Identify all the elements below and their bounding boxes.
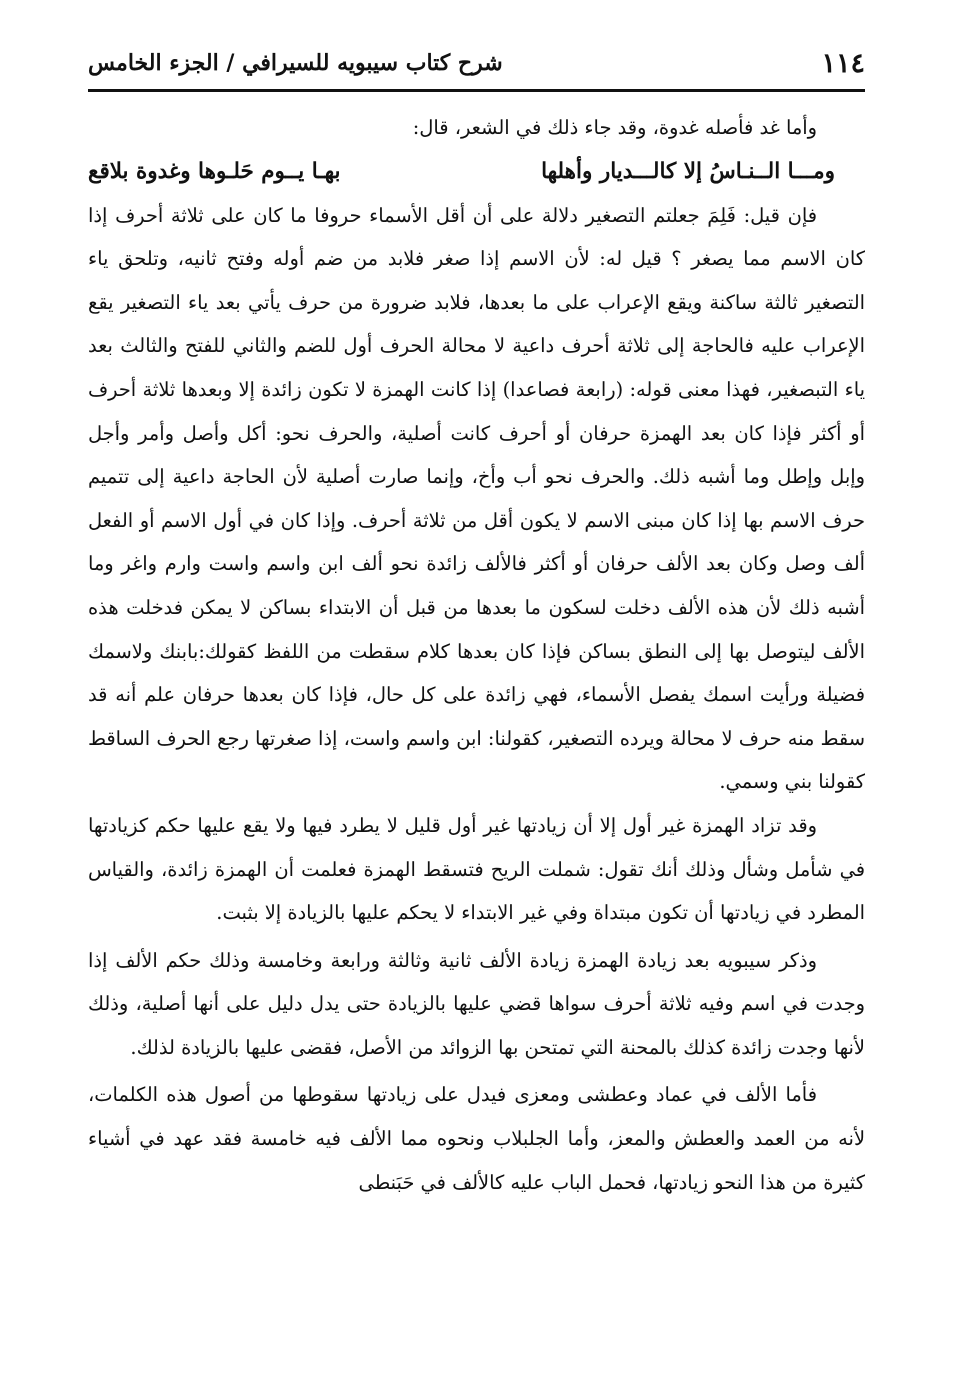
paragraph: فإن قيل: فَلِمَ جعلتم التصغير دلالة على أن أقل الأسماء حروفا ما كان على ثلاثة أحرف إذا كان الاسم مما يصغر ؟ قيل له: لأن الاسم إذا صغر فلابد من ضم أوله وفتح ثانيه، وتلحق ياء التصغير ثالثة ساكنة ويقع الإعراب على ما بعدها، فلابد ضرورة من حرف يأتي بعد ياء التصغير يقع الإعراب عليه فالحاجة إلى ثلاثة أحرف داعية لا محالة الحرف أول للضم والثاني للفتح والثالث بعد ياء التبصغير، فهذا معنى قوله: (رابعة فصاعدا) إذا كانت الهمزة لا تكون زائدة إلا وبعدها ثلاثة أحرف أو أكثر فإذا كان بعد الهمزة حرفان أو أحرف كانت أصلية، والحرف نحو: أكل وأصل وأمر وأجل وإبل وإطل وما أشبه ذلك. والحرف نحو أب وأخ، وإنما صارت أصلية لأن الحاجة داعية إلى تتميم حرف الاسم بها إذا كان مبنى الاسم لا يكون أقل من ثلاثة أحرف. وإذا كان في أول الاسم أو الفعل ألف وصل وكان بعد الألف حرفان أو أكثر فالألف زائدة نحو ألف ابن واسم واست وارم واغر وما أشبه ذلك لأن هذه الألف دخلت لسكون ما بعدها من قبل أن الابتداء بساكن لا يمكن فدخلت هذه الألف ليتوصل بها إلى النطق بساكن فإذا كان بعدها كلام سقطت من اللفظ كقولك:بابنك ولاسمك فضيلة ورأيت اسمك يفصل الأسماء، فهي زائدة على كل حال، فإذا كان بعدها حرفان علم أنه قد سقط منه حرف لا محالة ويرده التصغير، كقولنا: ابن واسم واست، إذا صغرتها رجع الحرف الساقط كقولنا بني وسمي. (88, 203, 865, 794)
paragraph: فأما الألف في عماد وعطشى ومعزى فيدل على زيادتها سقوطها من أصول هذه الكلمات، لأنه من العمد والعطش والمعز، وأما الجلبلاب ونحوه مما الألف فيه خامسة فقد عهد في أشياء كثيرة من هذا النحو زيادتها، فحمل الباب عليه كالألف في حَبَنطى (88, 1083, 865, 1194)
page-number: ١١٤ (821, 47, 865, 79)
verse-first-hemistich: ومـــا الــنـاسُ إلا كالـــديار وأهلها (541, 159, 835, 185)
intro-line: وأما غد فأصله غدوة، وقد جاء ذلك في الشعر، قال: (412, 116, 817, 139)
page-header (88, 40, 865, 86)
header-rule (88, 89, 865, 92)
body-text (88, 106, 865, 1340)
paragraph: وقد تزاد الهمزة غير أول إلا أن زيادتها غير أول قليل لا يطرد فيها ولا يقع عليها حكم كزيادتها في شأمل وشأل وذلك أنك تقول: شملت الريح فتسقط الهمزة فعلمت أن الهمزة زائدة، والقياس المطرد في زيادتها أن تكون مبتداة وفي غير الابتداء لا يحكم عليها بالزيادة إلا بثبت. (88, 813, 865, 925)
verse-second-hemistich: بهـا يــوم حَلـوها وغدوة بلاقع (88, 159, 341, 185)
poetry-verse (88, 150, 835, 194)
paragraph: وذكر سيبويه بعد زيادة الهمزة زيادة الألف ثانية وثالثة ورابعة وخامسة وذلك حكم الألف إذا وجدت في اسم وفيه ثلاثة أحرف سواها قضي عليها بالزيادة حتى يدل دليل على أنها أصلية، وذلك لأنها وجدت زائدة كذلك بالمحنة التي تمتحن بها الزوائد من الأصل، فقضى عليها بالزيادة لذلك. (88, 948, 865, 1059)
running-title: شرح كتاب سيبويه للسيرافي / الجزء الخامس (88, 50, 503, 76)
